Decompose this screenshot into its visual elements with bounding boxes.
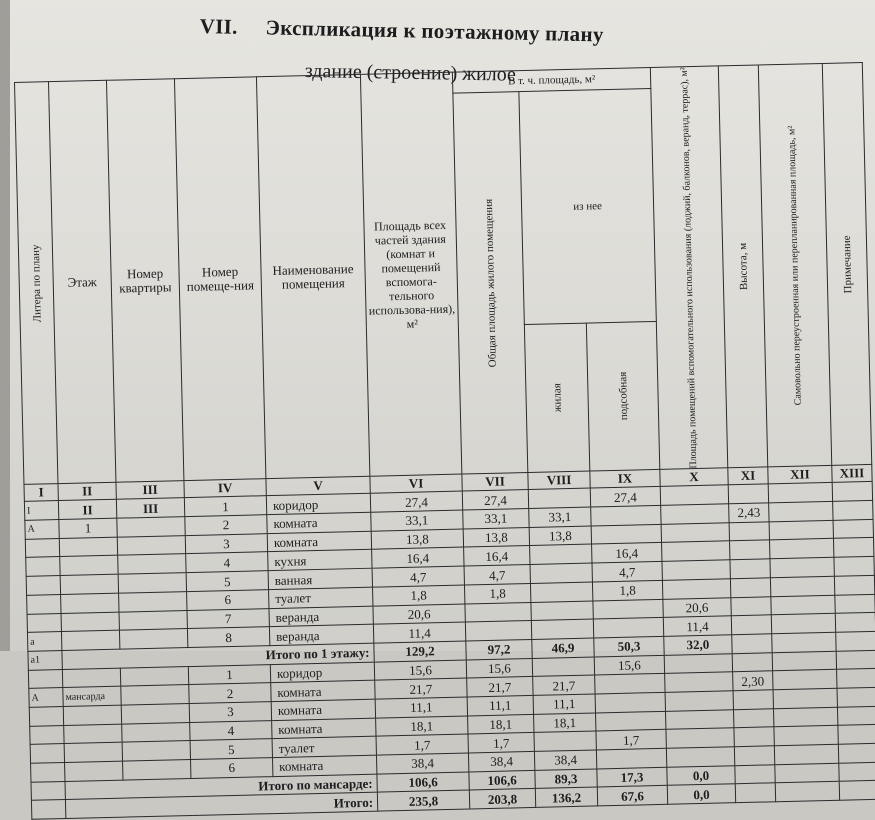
total-label: Итого по 1 этажу:	[62, 643, 374, 669]
unauthorized-cell	[774, 744, 838, 764]
room-name-cell: туалет	[269, 587, 373, 608]
apartment-cell	[121, 704, 189, 724]
roman-numeral: V	[266, 477, 370, 496]
room-number-cell: 5	[190, 739, 272, 760]
living-cell: 38,4	[534, 750, 596, 770]
note-cell	[835, 613, 875, 633]
col-room-name-header: Наименование помещения	[256, 74, 369, 479]
room-number-cell: 1	[184, 496, 266, 517]
total-living-cell: 21,7	[467, 677, 533, 697]
section-title: Экспликация к поэтажному плану	[265, 15, 604, 47]
total-living-total-cell: 106,6	[469, 770, 535, 790]
unauthorized-cell	[768, 483, 832, 503]
unauthorized-cell	[773, 688, 837, 708]
litera-cell: A	[29, 688, 63, 707]
apartment-cell	[117, 517, 185, 537]
total-living-cell: 15,6	[466, 658, 532, 678]
unauthorized-cell	[770, 539, 834, 559]
utility-cell: 1,7	[596, 730, 666, 750]
height-cell	[730, 540, 770, 560]
litera-cell	[31, 800, 65, 819]
note-cell	[834, 575, 874, 595]
section-number: VII.	[199, 14, 238, 39]
room-number-cell: 6	[187, 590, 269, 611]
page-subtitle: здание (строение) жилое	[304, 60, 517, 86]
note-cell	[837, 706, 875, 726]
area-cell: 13,8	[371, 529, 463, 550]
apartment-cell	[123, 760, 191, 780]
veranda-cell	[665, 672, 733, 692]
height-cell	[730, 578, 770, 598]
floor-cell	[64, 724, 122, 744]
area-cell: 1,8	[372, 585, 464, 606]
unauthorized-cell	[770, 576, 834, 596]
veranda-cell	[665, 709, 733, 729]
unauthorized-cell	[771, 595, 835, 615]
unauthorized-cell	[771, 614, 835, 634]
room-name-cell: коридор	[266, 494, 370, 515]
area-cell: 1,7	[376, 734, 468, 755]
total-living-cell: 13,8	[463, 527, 529, 547]
veranda-cell: 11,4	[663, 616, 731, 636]
utility-cell	[591, 505, 661, 525]
room-number-cell: 4	[186, 552, 268, 573]
note-cell	[839, 781, 875, 801]
room-name-cell: комната	[267, 531, 371, 552]
height-cell	[734, 727, 774, 747]
area-cell: 27,4	[370, 491, 462, 512]
room-name-cell: комната	[272, 755, 376, 776]
litera-cell	[31, 781, 65, 800]
veranda-grand-total-cell: 0,0	[667, 784, 735, 804]
col-apartment-header: Номер квартиры	[106, 79, 183, 483]
room-number-cell: 3	[189, 702, 271, 723]
unauthorized-cell	[775, 763, 839, 783]
apartment-cell	[119, 591, 187, 611]
living-total-cell: 89,3	[535, 769, 597, 789]
col-group-header: В т. ч. площадь, м²	[452, 68, 650, 94]
utility-cell	[596, 748, 666, 768]
apartment-cell	[118, 554, 186, 574]
roman-numeral: IV	[184, 479, 266, 498]
veranda-total-cell: 32,0	[664, 635, 732, 655]
living-cell	[530, 582, 592, 602]
height-cell	[728, 484, 768, 504]
total-living-cell: 27,4	[462, 490, 528, 510]
litera-cell: I	[24, 501, 58, 520]
utility-cell	[596, 711, 666, 731]
room-number-cell: 5	[186, 571, 268, 592]
height-cell	[731, 615, 771, 635]
utility-cell	[595, 674, 665, 694]
note-cell	[833, 519, 873, 539]
roman-numeral: VII	[462, 473, 528, 492]
total-living-cell: 38,4	[468, 751, 534, 771]
litera-cell	[30, 725, 64, 744]
unauthorized-cell	[773, 670, 837, 690]
roman-numeral: I	[24, 484, 58, 502]
room-number-cell: 2	[189, 683, 271, 704]
col-note-header: Примечание	[822, 63, 871, 466]
living-cell	[531, 601, 593, 621]
litera-cell	[25, 538, 59, 557]
area-total-cell: 129,2	[374, 641, 466, 662]
height-cell: 2,30	[733, 671, 773, 691]
height-cell	[735, 783, 775, 803]
unauthorized-cell	[774, 726, 838, 746]
utility-cell: 4,7	[592, 562, 662, 582]
note-cell	[839, 762, 875, 782]
living-cell	[530, 563, 592, 583]
area-cell: 33,1	[371, 510, 463, 531]
veranda-total-cell: 0,0	[667, 765, 735, 785]
utility-cell	[595, 692, 665, 712]
total-living-cell: 16,4	[464, 546, 530, 566]
room-name-cell: комната	[267, 512, 371, 533]
apartment-cell	[120, 666, 188, 686]
apartment-cell	[122, 741, 190, 761]
litera-cell: a	[27, 632, 61, 651]
note-cell	[836, 650, 875, 670]
utility-grand-total-cell: 67,6	[597, 786, 667, 806]
living-cell: 18,1	[534, 713, 596, 733]
total-living-cell	[465, 621, 531, 641]
floor-cell: II	[58, 500, 116, 520]
apartment-cell	[122, 722, 190, 742]
veranda-cell	[665, 691, 733, 711]
roman-numeral: VI	[370, 474, 462, 493]
room-number-cell: 8	[187, 627, 269, 648]
veranda-cell	[666, 728, 734, 748]
height-cell	[733, 708, 773, 728]
utility-total-cell: 50,3	[594, 636, 664, 656]
floor-cell	[63, 705, 121, 725]
floor-cell	[60, 556, 118, 576]
apartment-cell	[121, 685, 189, 705]
area-cell: 18,1	[376, 716, 468, 737]
roman-numeral: XII	[768, 466, 832, 485]
col-room-number-header: Номер помеще-ния	[174, 77, 265, 481]
note-cell	[836, 631, 875, 651]
room-name-cell: веранда	[269, 624, 373, 645]
floor-cell	[59, 537, 117, 557]
floor-cell	[61, 593, 119, 613]
room-name-cell: комната	[271, 699, 375, 720]
height-cell	[731, 596, 771, 616]
living-cell	[531, 619, 593, 639]
litera-cell	[31, 763, 65, 782]
area-cell: 11,4	[373, 622, 465, 643]
living-cell: 11,1	[533, 694, 595, 714]
room-name-cell: коридор	[270, 662, 374, 683]
total-label: Итого по мансарде:	[65, 774, 377, 800]
area-total-cell: 106,6	[377, 772, 469, 793]
floor-cell	[61, 612, 119, 632]
living-cell	[530, 545, 592, 565]
apartment-cell: III	[116, 498, 184, 518]
col-unauthorized-header: Самовольно переустроенная или перепланированная площадь, м²	[758, 63, 831, 467]
living-cell: 33,1	[529, 507, 591, 527]
area-cell: 20,6	[373, 604, 465, 625]
room-name-cell: комната	[271, 680, 375, 701]
total-living-cell	[465, 602, 531, 622]
unauthorized-cell	[770, 557, 834, 577]
note-cell	[838, 725, 875, 745]
note-cell	[838, 743, 875, 763]
height-cell: 2,43	[729, 503, 769, 523]
litera-cell	[29, 706, 63, 725]
height-cell	[735, 764, 775, 784]
col-utility-header: подсобная	[586, 321, 659, 471]
utility-cell	[591, 524, 661, 544]
litera-cell	[28, 669, 62, 688]
roman-numeral: VIII	[528, 471, 590, 489]
living-cell	[534, 731, 596, 751]
veranda-cell: 20,6	[663, 597, 731, 617]
living-cell	[528, 488, 590, 508]
total-living-cell: 18,1	[468, 714, 534, 734]
total-living-total-cell: 97,2	[466, 639, 532, 659]
room-number-cell: 4	[190, 720, 272, 741]
note-cell	[834, 557, 874, 577]
explication-table-wrap	[14, 62, 875, 820]
height-cell	[733, 690, 773, 710]
total-living-cell: 33,1	[463, 509, 529, 529]
height-cell	[730, 559, 770, 579]
floor-cell	[61, 630, 119, 650]
litera-cell	[30, 744, 64, 763]
utility-cell: 1,8	[592, 580, 662, 600]
floor-cell	[64, 742, 122, 762]
floor-cell	[65, 761, 123, 781]
utility-cell: 16,4	[592, 543, 662, 563]
total-living-grand-total-cell: 203,8	[469, 789, 535, 809]
col-litera-header: Литера по плану	[15, 82, 58, 485]
floor-cell	[62, 668, 120, 688]
col-floor-header: Этаж	[49, 80, 116, 484]
veranda-cell	[664, 653, 732, 673]
col-living-total-header: Общая площадь жилого помещения	[453, 92, 528, 475]
height-cell	[729, 522, 769, 542]
apartment-cell	[119, 629, 187, 649]
litera-cell	[27, 594, 61, 613]
unauthorized-cell	[769, 520, 833, 540]
note-cell	[837, 687, 875, 707]
note-cell	[833, 500, 873, 520]
room-number-cell: 6	[191, 758, 273, 779]
room-number-cell: 2	[185, 515, 267, 536]
page-title	[199, 14, 679, 49]
area-cell: 15,6	[374, 660, 466, 681]
veranda-cell	[660, 485, 728, 505]
veranda-cell	[662, 541, 730, 561]
note-cell	[835, 594, 875, 614]
living-cell	[532, 657, 594, 677]
veranda-cell	[661, 523, 729, 543]
room-name-cell: ванная	[268, 568, 372, 589]
col-total-area-header: Площадь всех частей здания (комнат и помещений вспомога-тельного использова-ния), м²	[360, 72, 461, 476]
room-number-cell: 3	[185, 533, 267, 554]
litera-cell	[26, 576, 60, 595]
roman-numeral: XI	[728, 467, 768, 485]
room-number-cell: 1	[188, 664, 270, 685]
area-grand-total-cell: 235,8	[377, 790, 469, 811]
room-name-cell: туалет	[272, 737, 376, 758]
col-subgroup-header: из нее	[519, 88, 656, 324]
floor-cell	[60, 574, 118, 594]
total-living-cell: 1,7	[468, 733, 534, 753]
litera-cell	[27, 613, 61, 632]
utility-cell	[593, 599, 663, 619]
living-grand-total-cell: 136,2	[535, 787, 597, 807]
roman-numeral: IX	[590, 470, 660, 489]
room-name-cell: комната	[272, 718, 376, 739]
area-cell: 21,7	[375, 678, 467, 699]
room-name-cell: кухня	[268, 550, 372, 571]
unauthorized-cell	[772, 651, 836, 671]
floor-cell: мансарда	[63, 686, 121, 706]
unauthorized-cell	[773, 707, 837, 727]
apartment-cell	[118, 573, 186, 593]
room-number-cell: 7	[187, 608, 269, 629]
veranda-cell	[661, 504, 729, 524]
apartment-cell	[117, 535, 185, 555]
height-cell	[734, 746, 774, 766]
apartment-cell	[119, 610, 187, 630]
living-total-cell: 46,9	[532, 638, 594, 658]
roman-numeral: III	[116, 481, 184, 500]
unauthorized-cell	[775, 782, 839, 802]
area-cell: 11,1	[375, 697, 467, 718]
room-name-cell: веранда	[269, 606, 373, 627]
unauthorized-cell	[769, 501, 833, 521]
total-living-cell: 1,8	[464, 583, 530, 603]
area-cell: 4,7	[372, 566, 464, 587]
litera-cell: A	[25, 520, 59, 539]
living-cell: 13,8	[529, 526, 591, 546]
utility-cell: 15,6	[594, 655, 664, 675]
area-cell: 16,4	[372, 548, 464, 569]
roman-numeral: X	[660, 468, 728, 487]
utility-cell	[593, 618, 663, 638]
col-auxiliary-area-header: Площадь помещений вспомогательного использования (лоджий, балконов, веранд, террас), м²	[650, 66, 727, 470]
note-cell	[837, 669, 875, 689]
roman-numeral: II	[58, 483, 116, 501]
grand-total-label: Итого:	[65, 793, 377, 819]
col-height-header: Высота, м	[718, 65, 767, 468]
note-cell	[832, 482, 872, 502]
total-living-cell: 11,1	[467, 695, 533, 715]
note-cell	[833, 538, 873, 558]
roman-numeral: XIII	[832, 465, 872, 483]
litera-cell	[26, 557, 60, 576]
area-cell: 38,4	[376, 753, 468, 774]
height-cell	[732, 652, 772, 672]
veranda-cell	[662, 560, 730, 580]
veranda-cell	[662, 579, 730, 599]
utility-cell: 27,4	[590, 487, 660, 507]
unauthorized-cell	[772, 632, 836, 652]
height-cell	[732, 634, 772, 654]
floor-cell: 1	[59, 518, 117, 538]
living-cell: 21,7	[533, 675, 595, 695]
veranda-cell	[666, 747, 734, 767]
litera-cell: a1	[28, 650, 62, 669]
total-living-cell: 4,7	[464, 565, 530, 585]
utility-total-cell: 17,3	[597, 767, 667, 787]
explication-table	[14, 62, 875, 820]
col-living-header: жилая	[524, 323, 589, 473]
binding-edge	[0, 0, 10, 651]
